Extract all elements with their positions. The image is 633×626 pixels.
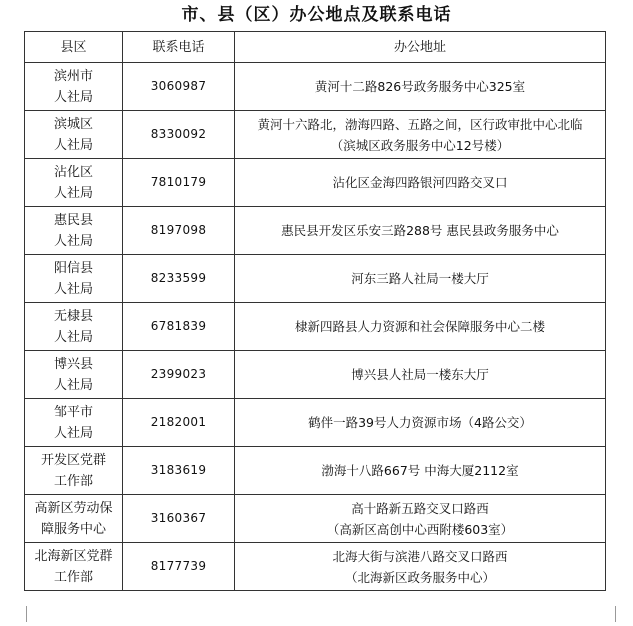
table-row <box>25 351 606 399</box>
cell-address <box>235 207 606 255</box>
cell-county <box>25 447 123 495</box>
cell-address <box>235 399 606 447</box>
cell-phone: 2399023 <box>123 351 235 399</box>
address-line: 河东三路人社局一楼大厅 <box>351 271 489 286</box>
table-header-row <box>25 32 606 63</box>
address-line: 黄河十六路北，渤海四路、五路之间，区行政审批中心北临 <box>257 116 583 132</box>
county-name-line: 人社局 <box>53 137 93 153</box>
county-name-line: 工作部 <box>53 473 93 489</box>
county-name-line: 人社局 <box>53 233 93 249</box>
cell-phone: 8233599 <box>123 255 235 303</box>
cell-address <box>235 63 606 111</box>
cell-address <box>235 447 606 495</box>
county-name-line: 无棣县 <box>53 308 93 324</box>
table-row <box>25 303 606 351</box>
county-name-line: 高新区劳动保 <box>34 500 113 516</box>
county-name-line: 阳信县 <box>53 260 93 276</box>
address-line: 黄河十二路826号政务服务中心325室 <box>314 79 526 94</box>
header-county: 县区 <box>25 32 123 63</box>
cell-phone: 8330092 <box>123 111 235 159</box>
cell-county <box>25 63 123 111</box>
county-name-line: 人社局 <box>53 377 93 393</box>
header-address: 办公地址 <box>235 32 606 63</box>
address-line: （滨城区政务服务中心12号楼） <box>330 137 510 153</box>
address-line: （北海新区政务服务中心） <box>344 569 495 585</box>
address-line: 沾化区金海四路银河四路交叉口 <box>332 175 508 190</box>
cell-phone: 8197098 <box>123 207 235 255</box>
county-name-line: 障服务中心 <box>40 521 106 537</box>
county-name-line: 人社局 <box>53 185 93 201</box>
page-corner-mark-left <box>26 606 39 622</box>
county-name-line: 博兴县 <box>53 356 93 372</box>
cell-address <box>235 495 606 543</box>
header-phone: 联系电话 <box>123 32 235 63</box>
page-title: 市、县（区）办公地点及联系电话 <box>181 5 452 25</box>
table-row <box>25 447 606 495</box>
cell-address <box>235 159 606 207</box>
county-name-line: 惠民县 <box>53 212 93 228</box>
address-line: 北海大街与滨港八路交叉口路西 <box>332 548 508 564</box>
office-contact-table <box>24 31 606 591</box>
county-name-line: 邹平市 <box>53 404 93 420</box>
cell-phone: 3160367 <box>123 495 235 543</box>
table-row <box>25 207 606 255</box>
county-name-line: 北海新区党群 <box>34 548 113 564</box>
cell-address <box>235 303 606 351</box>
cell-county <box>25 495 123 543</box>
cell-address <box>235 111 606 159</box>
county-name-line: 工作部 <box>53 569 93 585</box>
address-line: 鹤伴一路39号人力资源市场（4路公交） <box>308 415 532 430</box>
county-name-line: 滨州市 <box>53 68 93 84</box>
cell-address <box>235 351 606 399</box>
table-row <box>25 159 606 207</box>
cell-county <box>25 255 123 303</box>
county-name-line: 人社局 <box>53 89 93 105</box>
address-line: 高十路新五路交叉口路西 <box>351 500 489 516</box>
cell-phone: 3183619 <box>123 447 235 495</box>
table-row <box>25 543 606 591</box>
table-body <box>25 63 606 591</box>
cell-county <box>25 207 123 255</box>
cell-address <box>235 255 606 303</box>
county-name-line: 人社局 <box>53 281 93 297</box>
table-row <box>25 63 606 111</box>
cell-county <box>25 159 123 207</box>
cell-county <box>25 351 123 399</box>
table-row <box>25 399 606 447</box>
county-name-line: 开发区党群 <box>40 452 106 468</box>
page-corner-mark-right <box>603 606 616 622</box>
cell-county <box>25 543 123 591</box>
cell-county <box>25 111 123 159</box>
table-row <box>25 255 606 303</box>
county-name-line: 沾化区 <box>53 164 93 180</box>
cell-phone: 2182001 <box>123 399 235 447</box>
county-name-line: 滨城区 <box>53 116 93 132</box>
table-row <box>25 111 606 159</box>
cell-county <box>25 399 123 447</box>
cell-county <box>25 303 123 351</box>
cell-address <box>235 543 606 591</box>
address-line: 博兴县人社局一楼东大厅 <box>351 367 489 382</box>
address-line: 渤海十八路667号 中海大厦2112室 <box>321 463 519 478</box>
address-line: （高新区高创中心西附楼603室） <box>326 521 514 537</box>
cell-phone: 3060987 <box>123 63 235 111</box>
address-line: 惠民县开发区乐安三路288号 惠民县政务服务中心 <box>281 223 559 238</box>
table-row <box>25 495 606 543</box>
cell-phone: 7810179 <box>123 159 235 207</box>
address-line: 棣新四路县人力资源和社会保障服务中心二楼 <box>294 319 545 334</box>
county-name-line: 人社局 <box>53 425 93 441</box>
county-name-line: 人社局 <box>53 329 93 345</box>
cell-phone: 6781839 <box>123 303 235 351</box>
cell-phone: 8177739 <box>123 543 235 591</box>
